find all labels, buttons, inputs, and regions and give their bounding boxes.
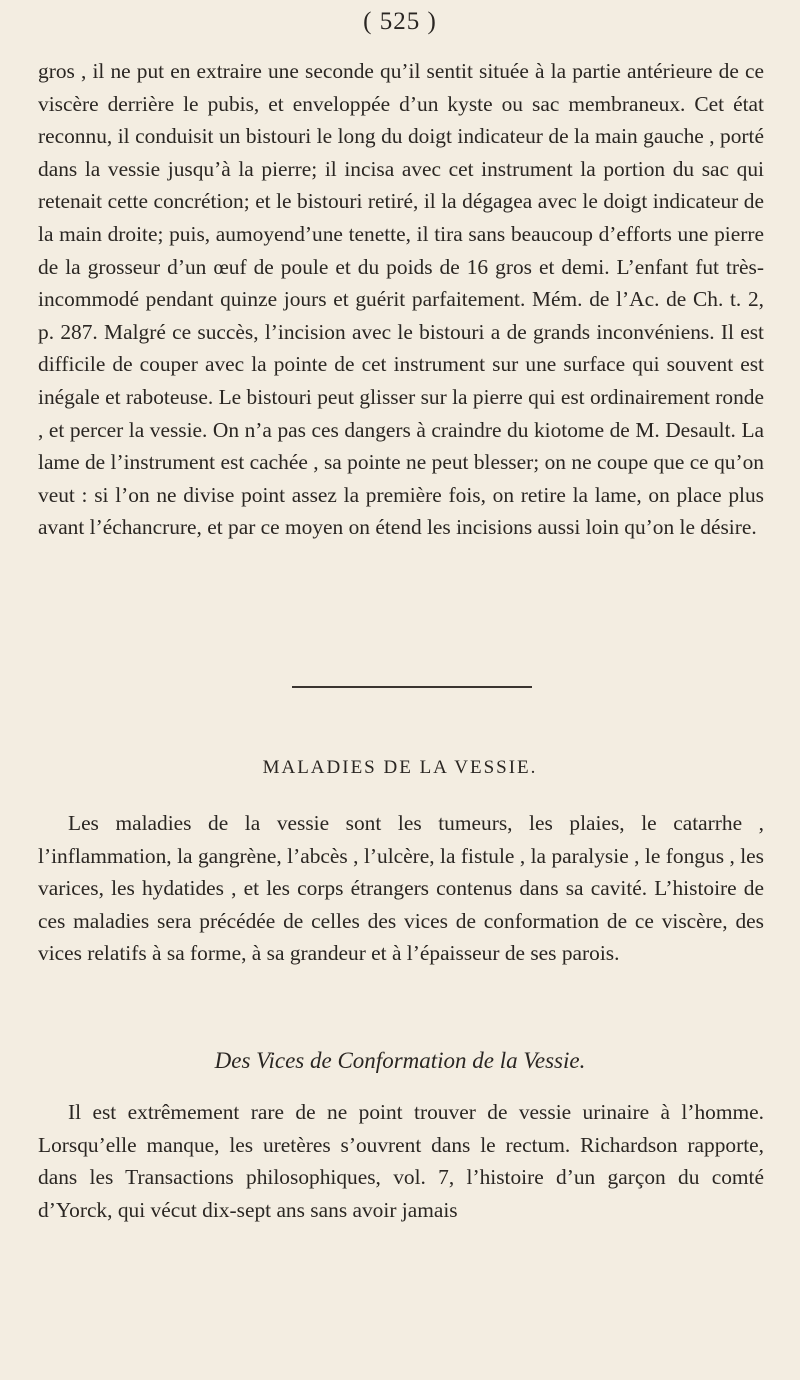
section-divider [292, 686, 532, 688]
paragraph-text: Les maladies de la vessie sont les tumeurs, les plaies, le catarrhe , l’inflammation, la gangrène, l’abcès , l’ulcère, la fistule , la paralysie , le fongus , les varices, les hydatides , et les corps étrangers contenus dans sa cavité. L’histoire de ces maladies sera précédée de celles des vices de conformation de ce viscère, des vices relatifs à sa forme, à sa grandeur et à l’épaisseur de ses parois. [38, 811, 764, 966]
paragraph-text: gros , il ne put en extraire une seconde qu’il sentit située à la partie antérieure de ce viscère derrière le pubis, et enveloppée d’un kyste ou sac membraneux. Cet état reconnu, il conduisit un bistouri le long du doigt indicateur de la main gauche , porté dans la vessie jusqu’à la pierre; il incisa avec cet instrument la portion du sac qui retenait cette concrétion; et le bistouri retiré, il la dégagea avec le doigt indicateur de la main droite; puis, aumoyend’une tenette, il tira sans beaucoup d’efforts une pierre de la grosseur d’un œuf de poule et du poids de 16 gros et demi. L’enfant fut très-incommodé pendant quinze jours et guérit parfaitement. Mém. de l’Ac. de Ch. t. 2, p. 287. Malgré ce succès, l’incision avec le bistouri a de grands inconvéniens. Il est difficile de couper avec la pointe de cet instrument sur une surface qui souvent est inégale et raboteuse. Le bistouri peut glisser sur la pierre qui est ordinairement ronde , et percer la vessie. On n’a pas ces dangers à craindre du kiotome de M. Desault. La lame de l’instrument est cachée , sa pointe ne peut blesser; on ne coupe que ce qu’on veut : si l’on ne divise point assez la première fois, on retire la lame, on place plus avant l’échancrure, et par ce moyen on étend les incisions aussi loin qu’on le désire. [38, 59, 764, 540]
section-heading: MALADIES DE LA VESSIE. [262, 757, 538, 778]
paragraph-maladies [38, 807, 764, 970]
subsection-heading: Des Vices de Conformation de la Vessie. [214, 1048, 586, 1073]
page-number: ( 525 ) [363, 8, 437, 35]
paragraph-text: Il est extrêmement rare de ne point trouver de vessie urinaire à l’homme. Lorsqu’elle manque, les uretères s’ouvrent dans le rectum. Richardson rapporte, dans les Transactions philosophiques, vol. 7, l’histoire d’un garçon du comté d’Yorck, qui vécut dix-sept ans sans avoir jamais [38, 1100, 764, 1222]
paragraph-continuation [38, 55, 764, 544]
paragraph-vices [38, 1096, 764, 1226]
